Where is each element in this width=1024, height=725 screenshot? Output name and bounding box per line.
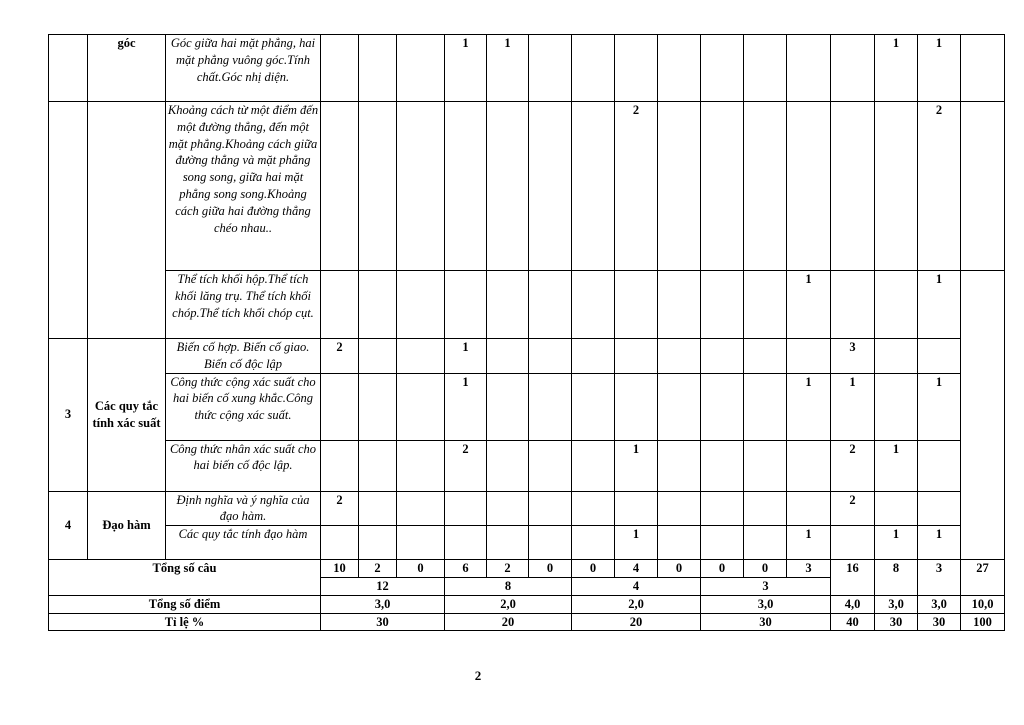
count-cell: 1 <box>787 271 831 339</box>
table-row <box>49 35 1005 102</box>
topic-cell: góc <box>88 35 166 102</box>
count-cell: 1 <box>787 373 831 440</box>
content-cell: Công thức cộng xác suất cho hai biến cố xung khắc.Công thức cộng xác suất. <box>166 373 321 440</box>
table-row <box>49 491 1005 526</box>
count-cell: 1 <box>918 373 961 440</box>
content-cell: Góc giữa hai mặt phẳng, hai mặt phẳng vuông góc.Tính chất.Góc nhị diện. <box>166 35 321 102</box>
table-row <box>49 440 1005 491</box>
count-cell: 1 <box>445 339 487 374</box>
total-points-row: Tổng số điểm 3,0 2,0 2,0 3,0 4,0 3,0 3,0 10,0 <box>49 595 1005 613</box>
content-cell: Thể tích khối hộp.Thể tích khối lăng trụ. Thể tích khối chóp.Thể tích khối chóp cụt. <box>166 271 321 339</box>
count-cell: 1 <box>787 526 831 560</box>
content-cell: Các quy tắc tính đạo hàm <box>166 526 321 560</box>
count-cell: 1 <box>831 373 875 440</box>
count-cell: 1 <box>875 35 918 102</box>
group-questions-row: 12 8 4 3 <box>49 577 1005 595</box>
count-cell: 1 <box>615 526 658 560</box>
count-cell: 1 <box>445 35 487 102</box>
count-cell: 2 <box>321 339 359 374</box>
topic-cell: Đạo hàm <box>88 491 166 560</box>
count-cell: 1 <box>615 440 658 491</box>
total-percent-row: Tỉ lệ % 30 20 20 30 40 30 30 100 <box>49 613 1005 631</box>
matrix-table <box>48 34 1005 631</box>
content-cell: Công thức nhân xác suất cho hai biến cố độc lập. <box>166 440 321 491</box>
count-cell: 2 <box>445 440 487 491</box>
stt-cell: 4 <box>49 491 88 560</box>
content-cell: Biến cố hợp. Biến cố giao. Biến cố độc lập <box>166 339 321 374</box>
page-number: 2 <box>474 668 482 683</box>
count-cell: 3 <box>831 339 875 374</box>
count-cell: 2 <box>831 491 875 526</box>
table-row <box>49 271 1005 339</box>
stt-cell <box>49 35 88 102</box>
total-percent-label: Tỉ lệ % <box>49 613 321 631</box>
count-cell: 1 <box>487 35 529 102</box>
total-questions-label: Tổng số câu <box>49 560 321 596</box>
table-row <box>49 373 1005 440</box>
count-cell: 2 <box>831 440 875 491</box>
content-cell: Định nghĩa và ý nghĩa của đạo hàm. <box>166 491 321 526</box>
count-cell: 1 <box>918 271 961 339</box>
count-cell: 1 <box>875 440 918 491</box>
count-cell: 1 <box>875 526 918 560</box>
count-cell: 1 <box>918 35 961 102</box>
topic-cell: Các quy tắc tính xác suất <box>88 339 166 492</box>
count-cell: 2 <box>918 102 961 271</box>
table-row <box>49 102 1005 271</box>
table-row <box>49 526 1005 560</box>
table-row <box>49 339 1005 374</box>
count-cell: 2 <box>615 102 658 271</box>
stt-cell: 3 <box>49 339 88 492</box>
content-cell: Khoảng cách từ một điểm đến một đường thẳng, đến một mặt phẳng.Khoảng cách giữa đường thẳng và mặt phẳng song song, giữa hai mặt phẳng song song.Khoảng cách giữa hai đường thẳng chéo nhau.. <box>166 102 321 271</box>
count-cell: 2 <box>321 491 359 526</box>
count-cell: 1 <box>445 373 487 440</box>
total-points-label: Tổng số điểm <box>49 595 321 613</box>
total-questions-row: Tổng số câu 10 2 0 6 2 0 0 4 0 0 0 3 16 8 3 27 <box>49 560 1005 578</box>
count-cell: 1 <box>918 526 961 560</box>
